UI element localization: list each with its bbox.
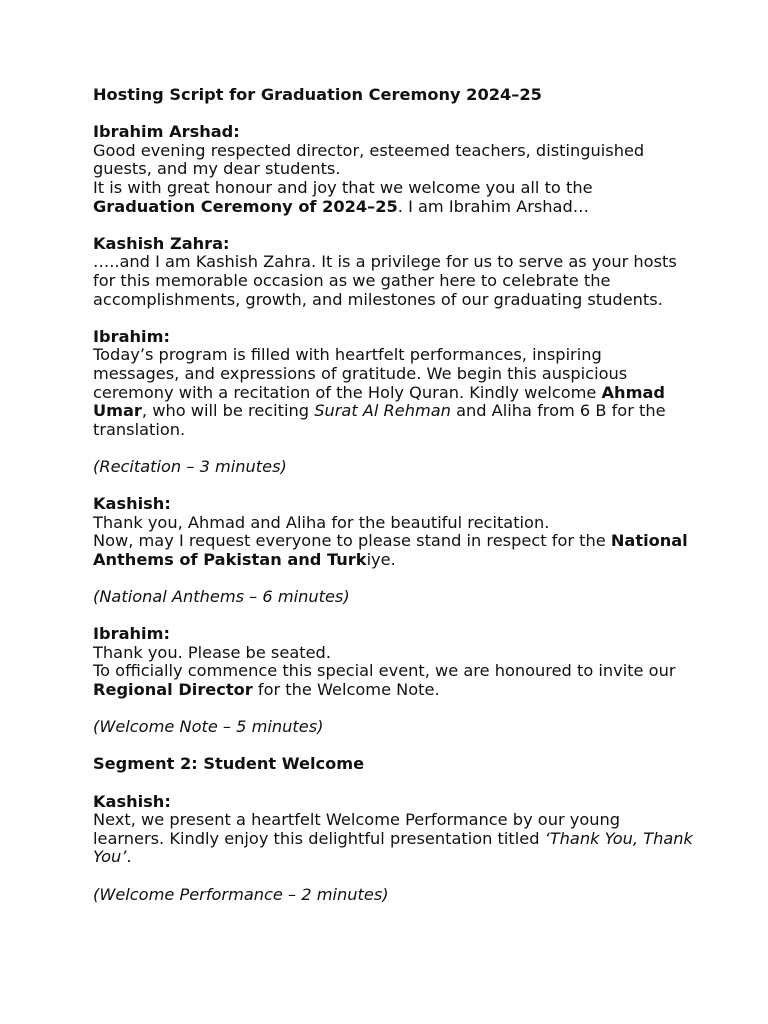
cue-national-anthems: (National Anthems – 6 minutes) (93, 587, 350, 607)
document-page (93, 86, 693, 904)
cue-welcome-performance: (Welcome Performance – 2 minutes) (93, 884, 389, 904)
speaker-kashish-zahra: Kashish Zahra: (93, 233, 230, 253)
speaker-kashish: Kashish: (93, 494, 171, 514)
performance-paragraph: Next, we present a heartfelt Welcome Performance by our young learners. Kindly enjoy this delightful presentation titled ‘Thank You, Thank You’. (93, 810, 693, 867)
speaker-kashish: Kashish: (93, 791, 171, 811)
commence-paragraph: To officially commence this special event, we are honoured to invite our Regional Director for the Welcome Note. (93, 661, 676, 699)
greeting-paragraph: Good evening respected director, esteemed teachers, distinguished guests, and my dear students. (93, 140, 645, 179)
welcome-paragraph: It is with great honour and joy that we welcome you all to the Graduation Ceremony of 2024–25. I am Ibrahim Arshad… (93, 177, 593, 216)
intro-paragraph: …..and I am Kashish Zahra. It is a privilege for us to serve as your hosts for this memorable occasion as we gather here to celebrate the accomplishments, growth, and milestones of our graduating students. (93, 252, 677, 309)
anthem-paragraph: Now, may I request everyone to please stand in respect for the National Anthems of Pakistan and Turkiye. (93, 531, 688, 569)
program-paragraph: Today’s program is filled with heartfelt performances, inspiring messages, and expressions of gratitude. We begin this auspicious ceremony with a recitation of the Holy Quran. Kindly welcome Ahmad Umar, who will be reciting Surat Al Rehman and Aliha from 6 B for the translation. (93, 345, 666, 439)
document-title: Hosting Script for Graduation Ceremony 2024–25 (93, 85, 542, 104)
cue-recitation: (Recitation – 3 minutes) (93, 456, 287, 476)
seated-paragraph: Thank you. Please be seated. (93, 642, 331, 662)
cue-welcome-note: (Welcome Note – 5 minutes) (93, 717, 324, 737)
thanks-paragraph: Thank you, Ahmad and Aliha for the beautiful recitation. (93, 512, 550, 532)
speaker-ibrahim: Ibrahim: (93, 624, 170, 644)
speaker-ibrahim: Ibrahim: (93, 326, 170, 346)
segment-heading: Segment 2: Student Welcome (93, 754, 365, 774)
speaker-ibrahim-arshad: Ibrahim Arshad: (93, 122, 240, 142)
